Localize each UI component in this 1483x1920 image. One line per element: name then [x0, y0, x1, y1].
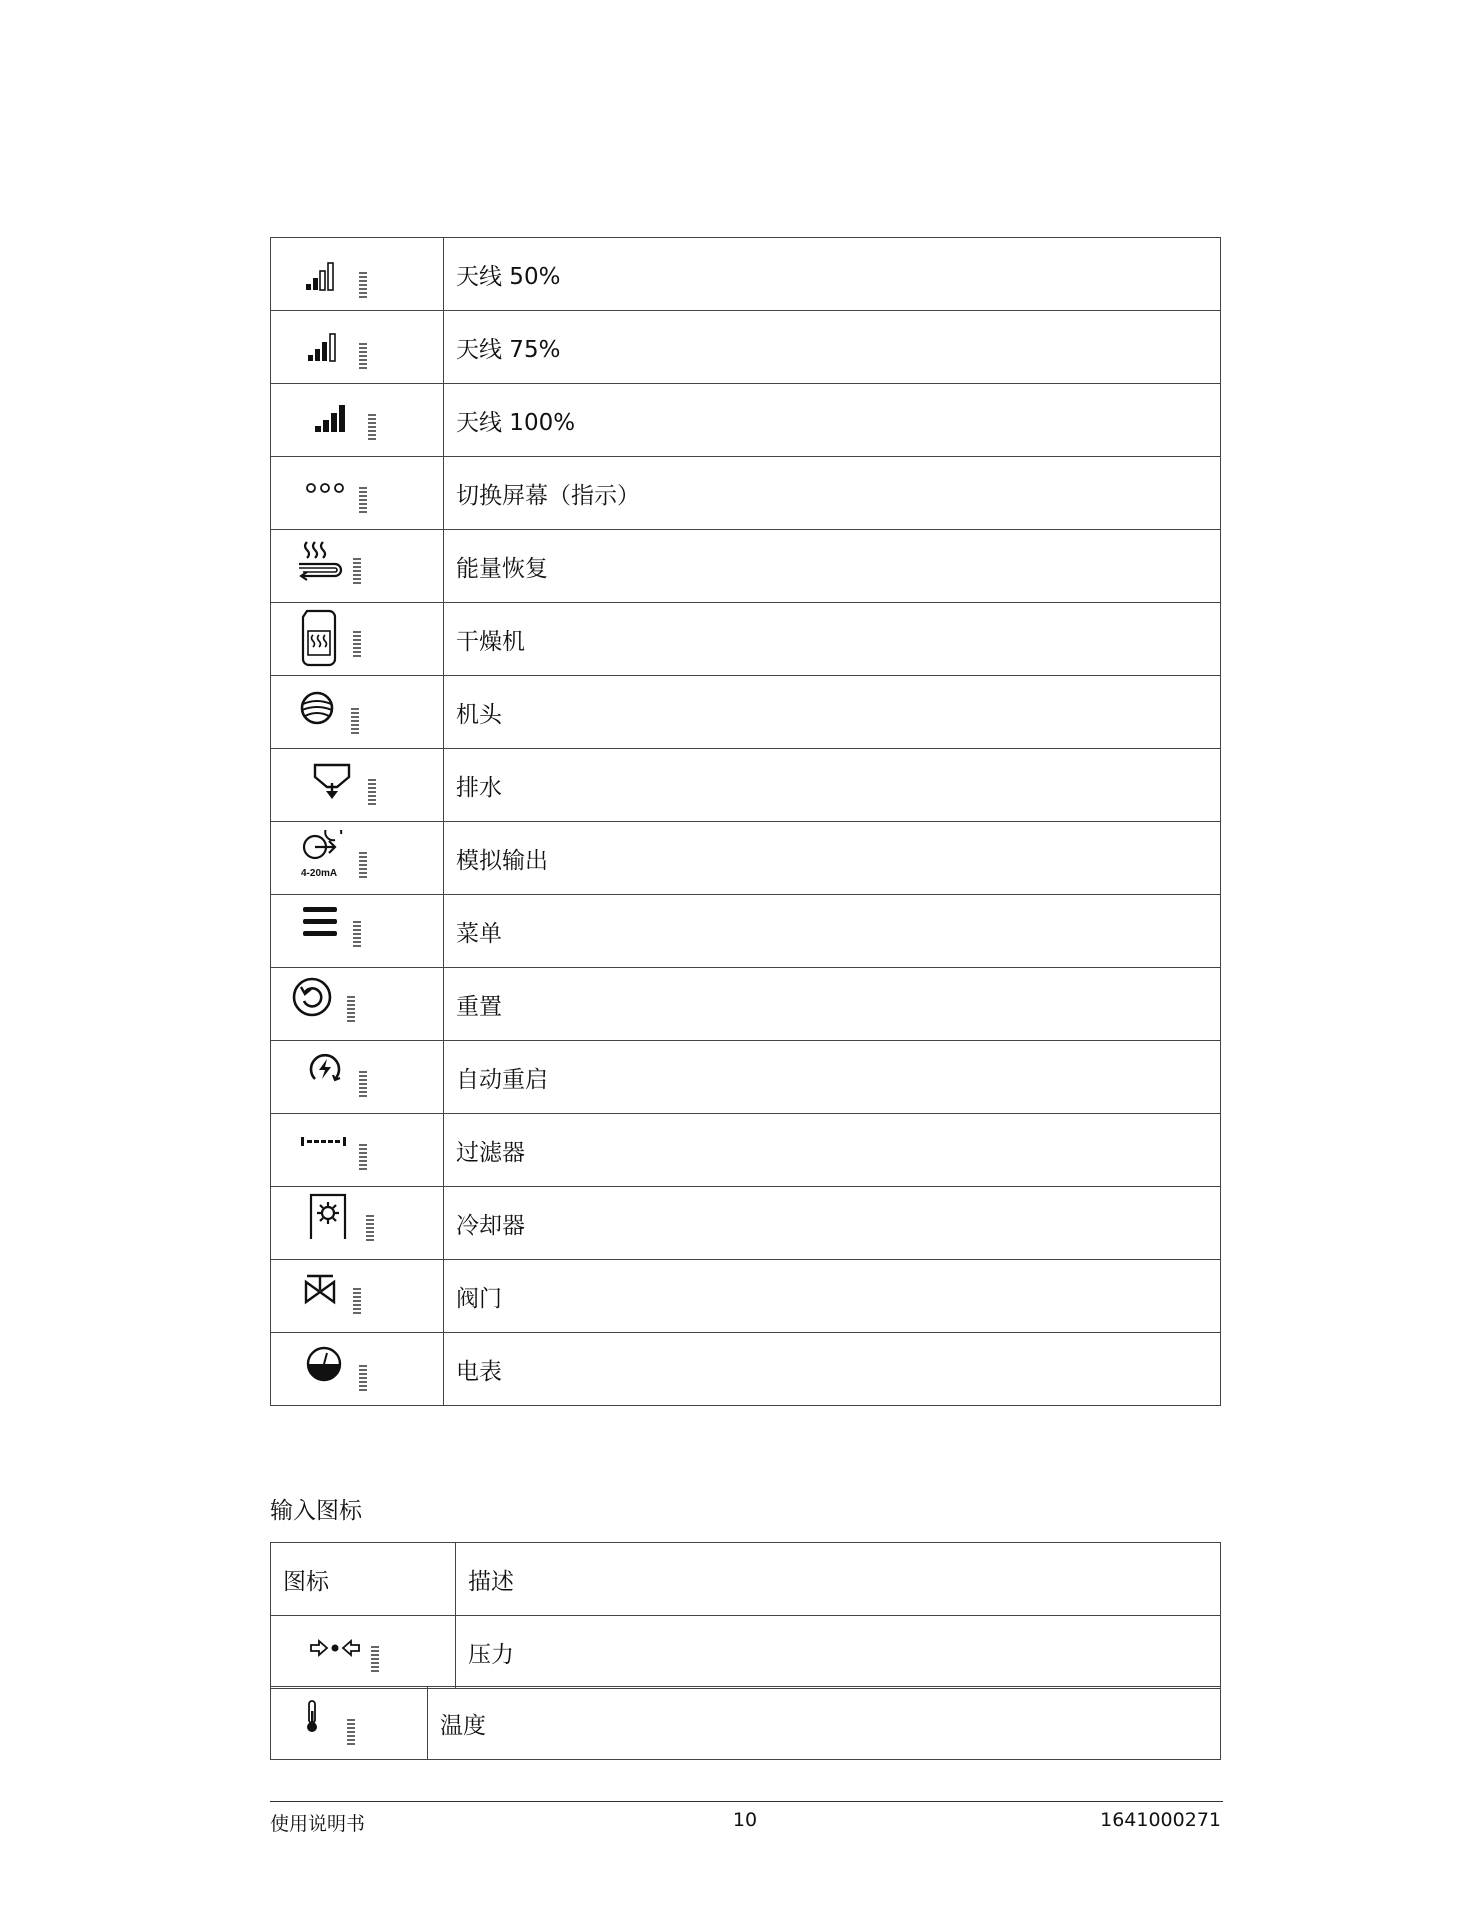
column-header-icon: 图标	[271, 1543, 456, 1616]
table-row	[271, 749, 1221, 822]
table-row	[271, 530, 1221, 603]
icon-description: 自动重启	[444, 1041, 1221, 1114]
icon-description: 菜单	[444, 895, 1221, 968]
icon-description: 干燥机	[444, 603, 1221, 676]
icon-cell	[271, 1260, 444, 1333]
column-header-description: 描述	[456, 1543, 1221, 1616]
antenna-100-icon	[315, 402, 355, 434]
image-code	[351, 708, 360, 738]
table-row	[271, 311, 1221, 384]
image-code	[359, 272, 368, 302]
image-code	[353, 1288, 362, 1318]
image-code	[359, 343, 368, 373]
image-code	[353, 631, 362, 661]
antenna-75-icon	[308, 331, 348, 363]
icon-cell	[271, 968, 444, 1041]
icon-description: 天线 75%	[444, 311, 1221, 384]
icon-description: 电表	[444, 1333, 1221, 1406]
icon-description: 切换屏幕（指示）	[444, 457, 1221, 530]
icon-description: 重置	[444, 968, 1221, 1041]
icon-description: 温度	[428, 1687, 1221, 1760]
icon-description: 模拟输出	[444, 822, 1221, 895]
table-row	[271, 1114, 1221, 1187]
valve-icon	[303, 1272, 339, 1308]
reset-icon	[291, 976, 335, 1020]
table-row	[271, 1187, 1221, 1260]
page-number: 10	[732, 1809, 758, 1831]
icon-cell	[271, 676, 444, 749]
input-icons-table	[270, 1542, 1221, 1689]
icon-description: 天线 100%	[444, 384, 1221, 457]
icon-cell	[271, 895, 444, 968]
icon-description: 过滤器	[444, 1114, 1221, 1187]
table-row	[271, 1260, 1221, 1333]
footer-divider	[270, 1801, 1223, 1802]
icon-cell	[271, 238, 444, 311]
icon-cell	[271, 1187, 444, 1260]
menu-icon	[303, 905, 339, 939]
drain-icon	[313, 763, 353, 803]
icon-cell	[271, 1114, 444, 1187]
table-header-row	[271, 1543, 1221, 1616]
icon-description: 压力	[456, 1616, 1221, 1689]
table-row	[271, 1616, 1221, 1689]
input-icons-table-last-row	[270, 1686, 1221, 1760]
filter-icon	[301, 1136, 349, 1148]
dryer-icon	[299, 609, 339, 667]
icon-description: 能量恢复	[444, 530, 1221, 603]
image-code	[359, 1365, 368, 1395]
icon-description: 冷却器	[444, 1187, 1221, 1260]
icon-cell	[271, 1616, 456, 1689]
element-icon	[299, 690, 335, 726]
table-row	[271, 1687, 1221, 1760]
table-row	[271, 1041, 1221, 1114]
icon-description: 机头	[444, 676, 1221, 749]
auto-restart-icon	[307, 1051, 343, 1087]
icon-description: 天线 50%	[444, 238, 1221, 311]
image-code	[359, 1071, 368, 1101]
icon-description: 阀门	[444, 1260, 1221, 1333]
analog-output-caption: 4-20mA	[301, 868, 338, 879]
icon-cell	[271, 1333, 444, 1406]
table-row	[271, 968, 1221, 1041]
image-code	[368, 779, 377, 809]
meter-icon	[305, 1345, 343, 1383]
footer-manual-title: 使用说明书	[270, 1813, 366, 1835]
icon-cell	[271, 1041, 444, 1114]
icon-cell	[271, 457, 444, 530]
icon-description: 排水	[444, 749, 1221, 822]
table-row	[271, 384, 1221, 457]
table-row	[271, 238, 1221, 311]
table-row	[271, 676, 1221, 749]
icon-cell	[271, 1687, 428, 1760]
pressure-icon	[309, 1638, 365, 1658]
icon-cell	[271, 603, 444, 676]
image-code	[368, 414, 377, 444]
document-number: 1641000271	[1100, 1809, 1221, 1831]
image-code	[359, 1144, 368, 1174]
image-code	[366, 1215, 375, 1245]
table-row	[271, 822, 1221, 895]
table-row	[271, 895, 1221, 968]
image-code	[347, 1719, 356, 1749]
icon-cell	[271, 384, 444, 457]
table-row	[271, 1333, 1221, 1406]
icon-cell	[271, 530, 444, 603]
energy-recovery-icon	[297, 538, 349, 588]
image-code	[371, 1646, 380, 1676]
image-code	[353, 921, 362, 951]
antenna-50-icon	[306, 260, 346, 292]
image-code	[359, 487, 368, 517]
section-title: 输入图标	[270, 1498, 362, 1524]
icon-cell	[271, 311, 444, 384]
icon-cell	[271, 822, 444, 895]
icon-cell	[271, 749, 444, 822]
table-row	[271, 603, 1221, 676]
analog-output-icon	[301, 830, 351, 864]
output-icons-table	[270, 237, 1221, 1406]
table-row	[271, 457, 1221, 530]
switch-screen-dots-icon	[305, 481, 349, 495]
cooler-icon	[309, 1193, 349, 1241]
image-code	[359, 852, 368, 882]
image-code	[353, 558, 362, 588]
temperature-icon	[305, 1699, 321, 1735]
image-code	[347, 996, 356, 1026]
